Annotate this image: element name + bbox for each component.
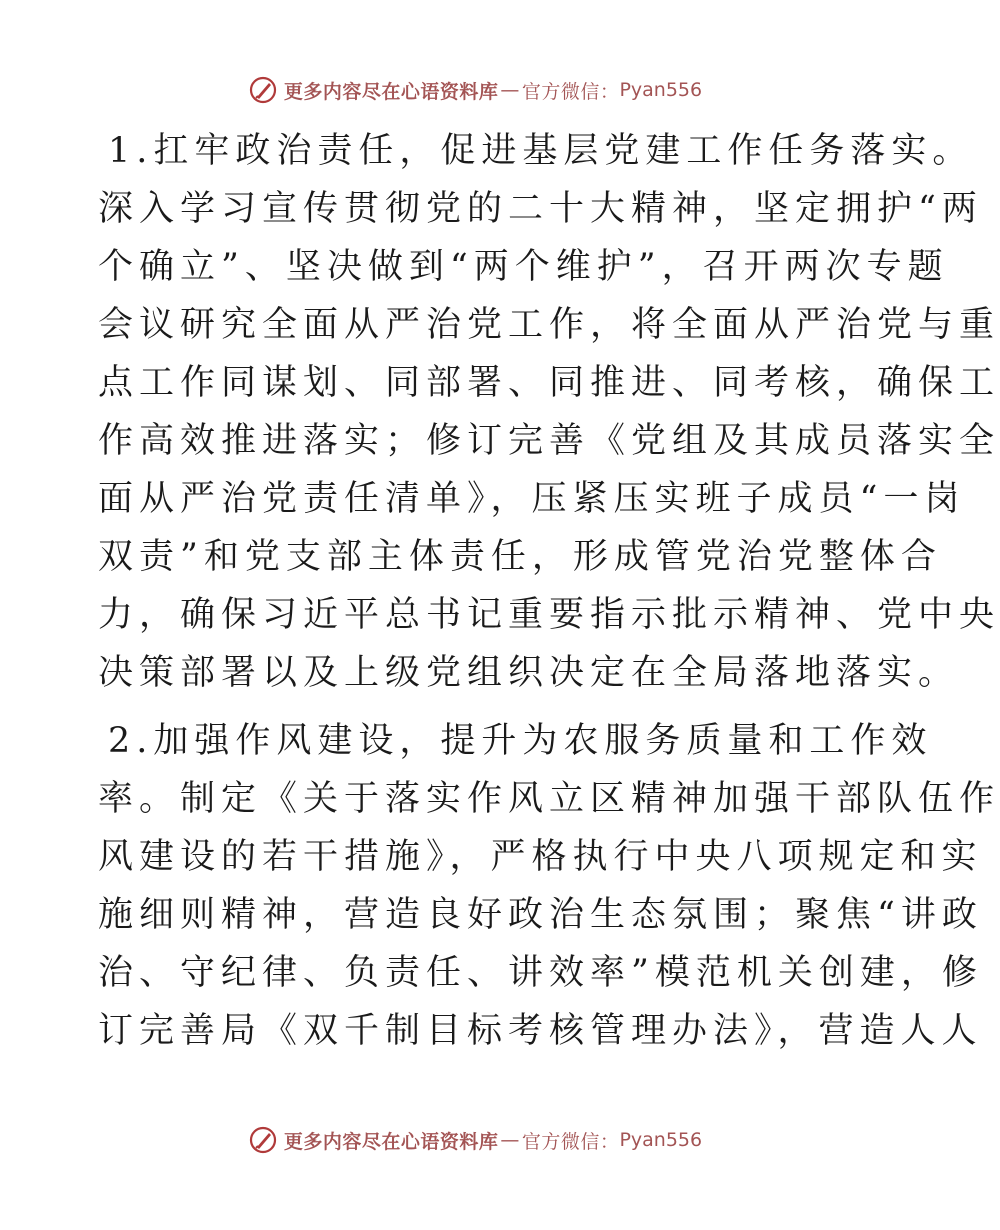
text-line: 订完善局《双千制目标考核管理办法》，营造人人 [98,1011,983,1051]
text-line: 作高效推进落实；修订完善《党组及其成员落实全 [98,421,1000,461]
text-line: 风建设的若干措施》，严格执行中央八项规定和实 [98,837,983,877]
text-line: 决策部署以及上级党组织决定在全局落地落实。 [98,653,960,693]
quill-logo-icon [248,75,278,105]
text-line: 会议研究全面从严治党工作，将全面从严治党与重 [98,305,1000,345]
text-line: 点工作同谋划、同部署、同推进、同考核，确保工 [98,363,1000,403]
paragraph-1 [98,122,1000,702]
watermark-site-text: 更多内容尽在心语资料库 [283,80,499,103]
paragraph-2 [98,712,1000,1060]
watermark-dash: — [500,79,520,101]
watermark-label: 官方微信： [521,1130,620,1153]
text-line: 面从严治党责任清单》，压紧压实班子成员“一岗 [98,479,966,519]
text-line: 双责”和党支部主体责任，形成管党治党整体合 [98,537,942,577]
text-line: 深入学习宣传贯彻党的二十大精神，坚定拥护“两 [98,189,983,229]
watermark-site-text: 更多内容尽在心语资料库 [283,1130,499,1153]
text-line: 2.加强作风建设，提升为农服务质量和工作效 [108,721,933,761]
text-line: 施细则精神，营造良好政治生态氛围；聚焦“讲政 [98,895,983,935]
text-line: 个确立”、坚决做到“两个维护”，召开两次专题 [98,247,949,287]
text-line: 率。制定《关于落实作风立区精神加强干部队伍作 [98,779,1000,819]
text-line: 1.扛牢政治责任，促进基层党建工作任务落实。 [108,131,974,171]
footer-watermark [0,1120,950,1160]
watermark-wechat-id: Pyan556 [619,79,703,101]
text-line: 治、守纪律、负责任、讲效率”模范机关创建，修 [98,953,983,993]
document-body [98,122,1000,1060]
header-watermark [0,70,950,110]
watermark-label: 官方微信： [521,80,620,103]
watermark-dash: — [500,1129,520,1151]
quill-logo-icon [248,1125,278,1155]
watermark-wechat-id: Pyan556 [619,1129,703,1151]
text-line: 力，确保习近平总书记重要指示批示精神、党中央 [98,595,1000,635]
paragraph-spacer [98,702,858,712]
